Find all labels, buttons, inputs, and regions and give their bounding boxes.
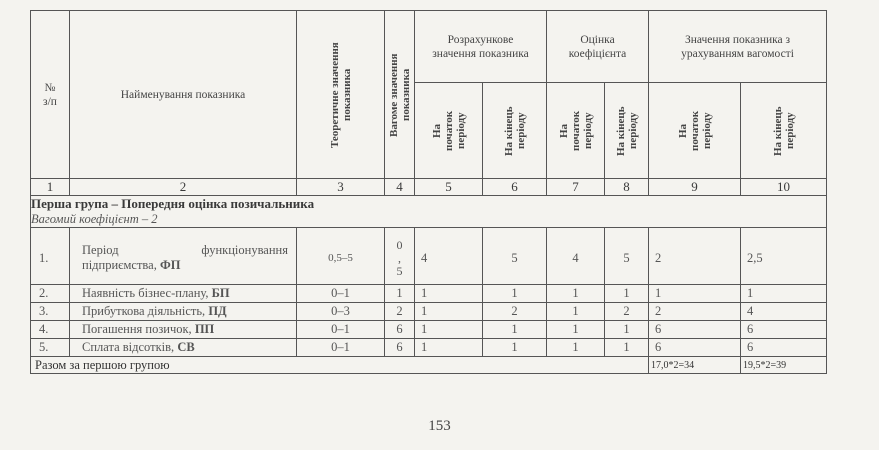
section-title: Перша група – Попередня оцінка позичальника <box>31 196 315 211</box>
header-group-calc: Розрахункове значення показника <box>415 11 547 83</box>
col-number: 3 <box>297 179 385 196</box>
row-number: 5. <box>31 339 70 357</box>
row-theoretical: 0–1 <box>297 339 385 357</box>
table-row <box>31 339 827 357</box>
col-number: 4 <box>385 179 415 196</box>
row-theoretical: 0–3 <box>297 303 385 321</box>
table-row <box>31 228 827 285</box>
row-name <box>70 285 297 303</box>
row-c10: 6 <box>741 321 827 339</box>
row-c5: 1 <box>415 303 483 321</box>
header-theoretical: Теоретичне значення показника <box>297 11 385 179</box>
row-c7: 1 <box>547 339 605 357</box>
row-name <box>70 321 297 339</box>
col-number: 2 <box>70 179 297 196</box>
header-weighted-start: На початок періоду <box>649 83 741 179</box>
row-theoretical: 0–1 <box>297 321 385 339</box>
header-weight: Вагоме значення показника <box>385 11 415 179</box>
row-code: ПП <box>194 322 215 336</box>
row-number: 1. <box>31 228 70 285</box>
row-weight: 0 , 5 <box>385 228 415 285</box>
row-name <box>70 339 297 357</box>
row-name-part: Наявність бізнес-плану, <box>82 286 212 300</box>
row-c6: 1 <box>483 321 547 339</box>
row-weight: 2 <box>385 303 415 321</box>
table-row <box>31 321 827 339</box>
row-code: ПД <box>208 304 227 318</box>
row-c6: 2 <box>483 303 547 321</box>
header-group-coef: Оцінка коефіцієнта <box>547 11 649 83</box>
row-c9: 2 <box>649 303 741 321</box>
total-row <box>31 357 827 374</box>
total-c10: 19,5*2=39 <box>741 357 827 374</box>
row-number: 3. <box>31 303 70 321</box>
row-c9: 6 <box>649 321 741 339</box>
row-c10: 1 <box>741 285 827 303</box>
row-c6: 1 <box>483 285 547 303</box>
row-theoretical: 0,5–5 <box>297 228 385 285</box>
column-number-row <box>31 179 827 196</box>
table-row <box>31 285 827 303</box>
header-weighted-end: На кінець періоду <box>741 83 827 179</box>
col-number: 8 <box>605 179 649 196</box>
col-number: 7 <box>547 179 605 196</box>
row-name-part: Погашення позичок, <box>82 322 195 336</box>
row-code: СВ <box>177 340 195 354</box>
header-coef-start: На початок періоду <box>547 83 605 179</box>
row-c8: 1 <box>605 339 649 357</box>
row-weight: 6 <box>385 321 415 339</box>
total-label: Разом за першою групою <box>31 357 649 374</box>
col-number: 10 <box>741 179 827 196</box>
row-c5: 1 <box>415 285 483 303</box>
row-c8: 2 <box>605 303 649 321</box>
row-weight: 6 <box>385 339 415 357</box>
header-name: Найменування показника <box>70 11 297 179</box>
row-c10: 6 <box>741 339 827 357</box>
section-header <box>31 196 827 228</box>
col-number: 1 <box>31 179 70 196</box>
row-c7: 1 <box>547 285 605 303</box>
row-c7: 4 <box>547 228 605 285</box>
row-number: 2. <box>31 285 70 303</box>
header-calc-start: На початок періоду <box>415 83 483 179</box>
row-name <box>70 228 297 285</box>
row-c5: 1 <box>415 321 483 339</box>
row-c6: 1 <box>483 339 547 357</box>
section-subtitle: Вагомий коефіцієнт – 2 <box>31 212 158 226</box>
row-name-part: Період <box>82 243 119 257</box>
col-number: 9 <box>649 179 741 196</box>
row-c8: 5 <box>605 228 649 285</box>
row-code: ФП <box>159 258 181 272</box>
row-c7: 1 <box>547 303 605 321</box>
row-c9: 2 <box>649 228 741 285</box>
header-calc-end: На кінець періоду <box>483 83 547 179</box>
row-name-part: функціонування <box>201 243 288 257</box>
row-c8: 1 <box>605 321 649 339</box>
row-theoretical: 0–1 <box>297 285 385 303</box>
row-weight: 1 <box>385 285 415 303</box>
row-c10: 2,5 <box>741 228 827 285</box>
row-name-part: Сплата відсотків, <box>82 340 178 354</box>
row-c10: 4 <box>741 303 827 321</box>
row-name <box>70 303 297 321</box>
col-number: 5 <box>415 179 483 196</box>
row-name-part: підприємства, <box>82 258 160 272</box>
col-number: 6 <box>483 179 547 196</box>
indicator-table <box>30 10 827 374</box>
header-num: № з/п <box>31 11 70 179</box>
row-c6: 5 <box>483 228 547 285</box>
row-code: БП <box>211 286 230 300</box>
row-name-part: Прибуткова діяльність, <box>82 304 209 318</box>
row-c9: 6 <box>649 339 741 357</box>
header-group-weighted: Значення показника з урахуванням вагомості <box>649 11 827 83</box>
table-row <box>31 303 827 321</box>
row-c5: 4 <box>415 228 483 285</box>
row-c8: 1 <box>605 285 649 303</box>
row-c7: 1 <box>547 321 605 339</box>
page-number: 153 <box>428 418 451 434</box>
row-c5: 1 <box>415 339 483 357</box>
header-coef-end: На кінець періоду <box>605 83 649 179</box>
row-c9: 1 <box>649 285 741 303</box>
total-c9: 17,0*2=34 <box>649 357 741 374</box>
row-number: 4. <box>31 321 70 339</box>
